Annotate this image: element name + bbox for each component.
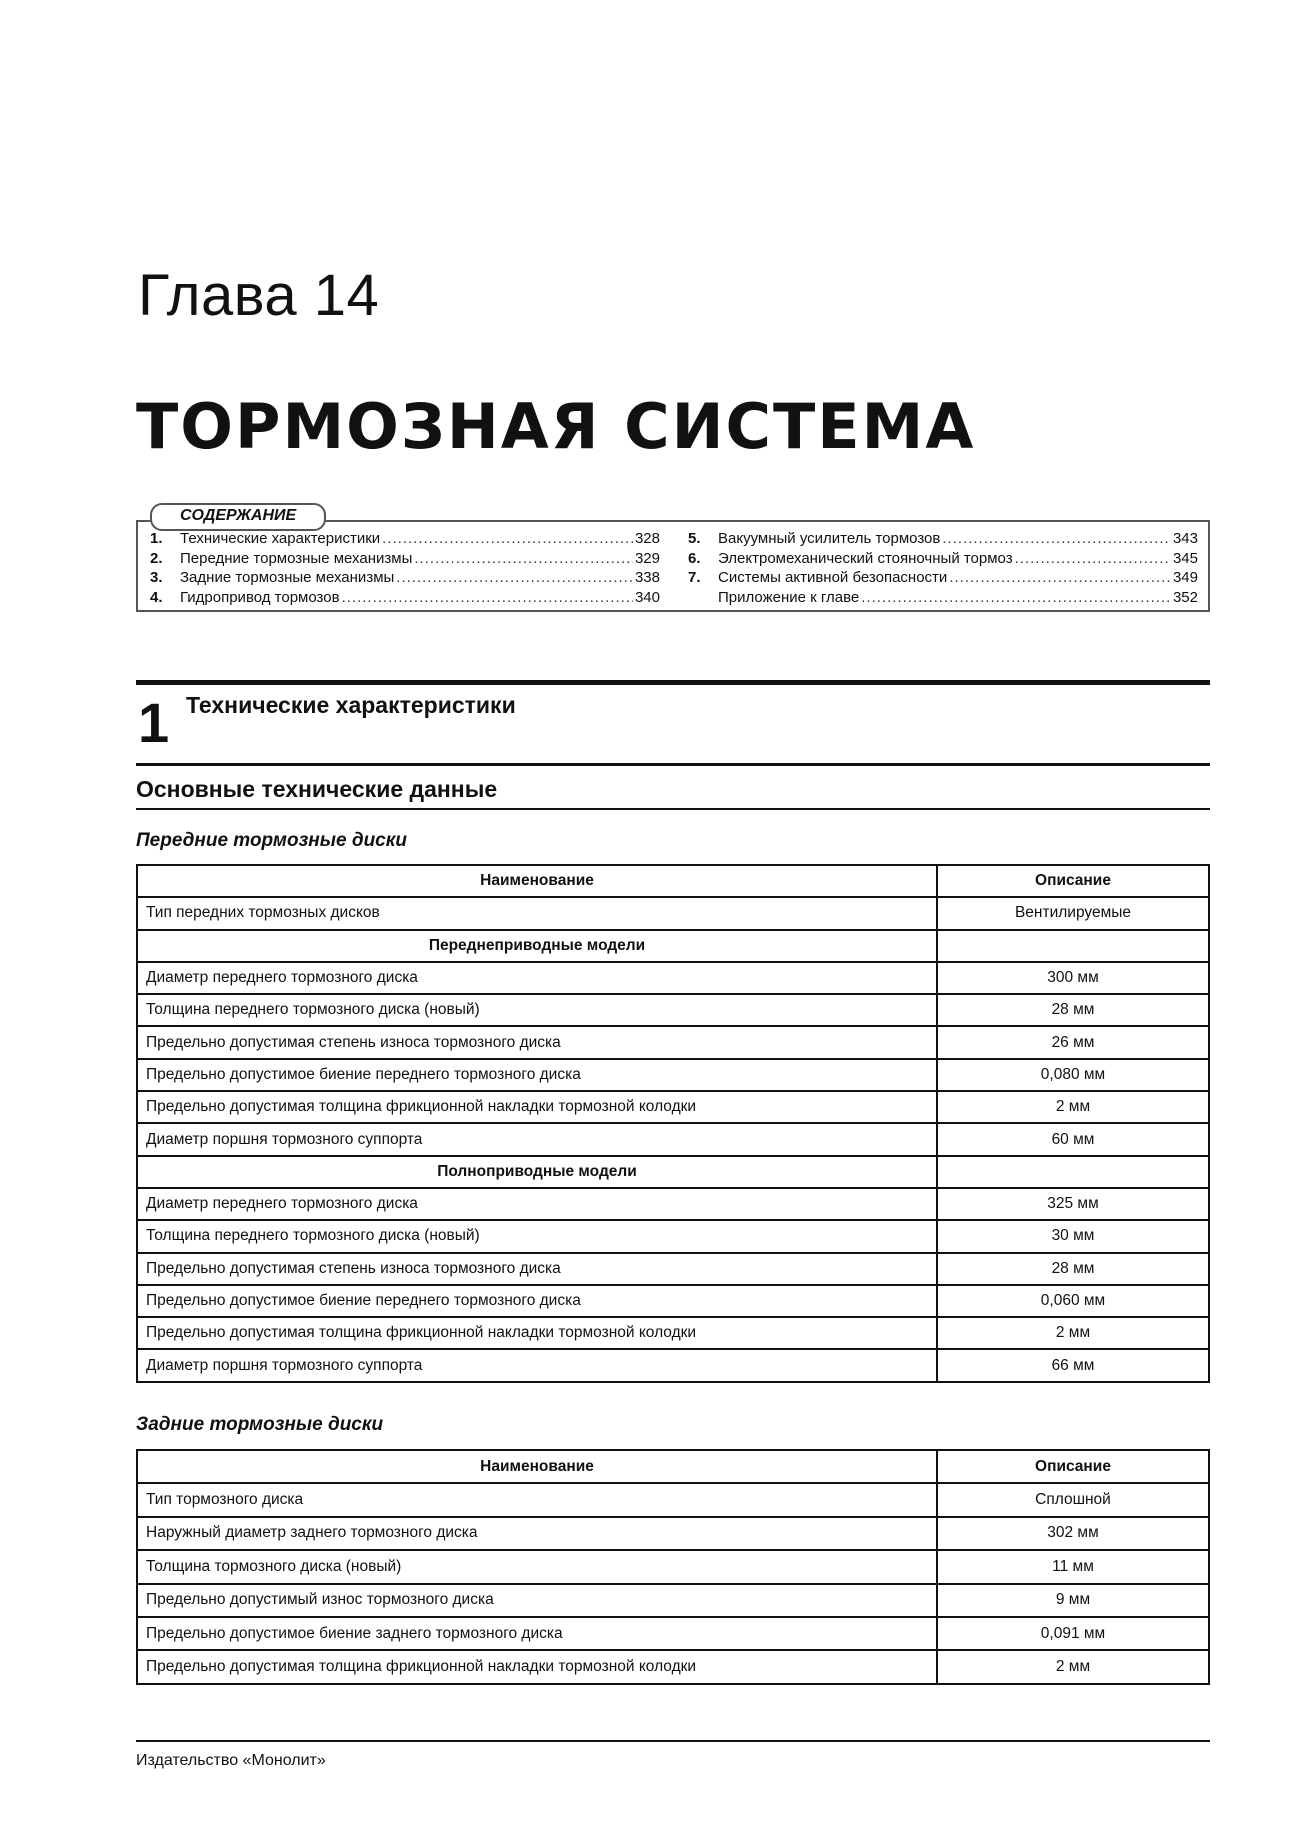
param-name: Толщина переднего тормозного диска (новый) [137,994,937,1026]
toc-item-number: 4. [150,588,163,606]
toc-item-page: 338 [634,569,660,586]
param-value: 26 мм [937,1026,1209,1058]
param-name: Толщина переднего тормозного диска (новый) [137,1220,937,1252]
toc-item-page: 328 [634,530,660,547]
toc-item-leader [942,529,1171,549]
toc-label: СОДЕРЖАНИЕ [150,503,326,531]
param-name: Тип передних тормозных дисков [137,897,937,929]
toc-item-title: Задние тормозные механизмы [180,569,395,586]
table-row [137,897,1209,929]
toc-item-number: 3. [150,569,163,586]
param-value: 11 мм [937,1550,1209,1583]
toc-item-page: 352 [1172,588,1198,606]
front-discs-table [136,864,1210,1383]
param-name: Диаметр переднего тормозного диска [137,1188,937,1220]
table-row [137,1123,1209,1155]
table-row [137,1317,1209,1349]
param-value: 2 мм [937,1650,1209,1683]
section-rule-top [136,680,1210,685]
table-row [137,1188,1209,1220]
table-header-row [137,1450,1209,1483]
table-row [137,1059,1209,1091]
toc-item-leader [861,588,1171,608]
table-row [137,1517,1209,1550]
toc-item [688,529,1198,549]
param-name: Диаметр поршня тормозного суппорта [137,1349,937,1381]
rear-discs-table [136,1449,1210,1685]
toc-item [688,568,1198,588]
toc-item-leader [1015,549,1171,569]
table-row [137,1617,1209,1650]
table-row [137,1550,1209,1583]
empty-cell [937,930,1209,962]
section-rule-bottom [136,763,1210,766]
toc-item-number: 6. [688,549,701,567]
toc-item-number: 7. [688,569,701,586]
param-value: 0,060 мм [937,1285,1209,1317]
toc-item [150,529,660,549]
table-group-row [137,1156,1209,1188]
param-value: 0,080 мм [937,1059,1209,1091]
chapter-label: Глава 14 [138,263,380,328]
param-name: Предельно допустимая степень износа тормозного диска [137,1026,937,1058]
toc-item-leader [414,549,633,569]
toc-item-leader [949,568,1171,588]
section-number: 1 [138,691,170,754]
param-name: Диаметр переднего тормозного диска [137,962,937,994]
param-name: Предельно допустимая толщина фрикционной накладки тормозной колодки [137,1317,937,1349]
toc-item-leader [342,588,633,608]
table-group-row [137,930,1209,962]
param-value: 30 мм [937,1220,1209,1252]
empty-cell [937,1156,1209,1188]
chapter-title: ТОРМОЗНАЯ СИСТЕМА [136,390,976,463]
toc-item [150,588,660,608]
toc-item-page: 340 [634,588,660,606]
param-value: 28 мм [937,1253,1209,1285]
header-description: Описание [937,1450,1209,1483]
param-name: Тип тормозного диска [137,1483,937,1516]
param-name: Предельно допустимое биение переднего тормозного диска [137,1285,937,1317]
toc-item-title: Гидропривод тормозов [180,588,340,606]
toc-item-number: 2. [150,549,163,567]
toc-item-page: 349 [1172,569,1198,586]
table-row [137,1285,1209,1317]
table-row [137,994,1209,1026]
toc-item-number: 5. [688,530,701,547]
toc-item-title: Приложение к главе [718,588,860,606]
header-name: Наименование [137,865,937,897]
param-value: 2 мм [937,1317,1209,1349]
table-row [137,1650,1209,1683]
toc-item [150,568,660,588]
table-row [137,1584,1209,1617]
param-value: 60 мм [937,1123,1209,1155]
toc-item-title: Технические характеристики [180,530,381,547]
param-value: 9 мм [937,1584,1209,1617]
param-name: Предельно допустимое биение заднего тормозного диска [137,1617,937,1650]
toc-item-title: Вакуумный усилитель тормозов [718,530,941,547]
param-value: Вентилируемые [937,897,1209,929]
header-name: Наименование [137,1450,937,1483]
table-row [137,1349,1209,1381]
param-name: Предельно допустимая толщина фрикционной накладки тормозной колодки [137,1091,937,1123]
toc-item [150,549,660,569]
toc-item [688,588,1198,608]
param-value: 0,091 мм [937,1617,1209,1650]
section-title: Технические характеристики [186,692,516,718]
toc-item-number: 1. [150,530,163,547]
param-value: Сплошной [937,1483,1209,1516]
table-row [137,962,1209,994]
param-name: Предельно допустимая степень износа тормозного диска [137,1253,937,1285]
group-label: Переднеприводные модели [137,930,937,962]
param-value: 302 мм [937,1517,1209,1550]
param-value: 66 мм [937,1349,1209,1381]
toc-item-leader [396,568,633,588]
footer-publisher: Издательство «Монолит» [136,1752,326,1769]
param-name: Диаметр поршня тормозного суппорта [137,1123,937,1155]
table-row [137,1253,1209,1285]
toc-item-title: Системы активной безопасности [718,569,948,586]
toc-item-page: 345 [1172,549,1198,567]
subsection-rule [136,808,1210,810]
toc-column-right [688,529,1198,607]
param-name: Наружный диаметр заднего тормозного диска [137,1517,937,1550]
table-row [137,1220,1209,1252]
param-value: 28 мм [937,994,1209,1026]
table-row [137,1483,1209,1516]
table-row [137,1026,1209,1058]
param-name: Толщина тормозного диска (новый) [137,1550,937,1583]
param-value: 300 мм [937,962,1209,994]
param-name: Предельно допустимый износ тормозного диска [137,1584,937,1617]
toc-item-page: 329 [634,549,660,567]
param-name: Предельно допустимое биение переднего тормозного диска [137,1059,937,1091]
footer-rule [136,1740,1210,1742]
toc-item [688,549,1198,569]
param-value: 325 мм [937,1188,1209,1220]
toc-item-page: 343 [1172,530,1198,547]
header-description: Описание [937,865,1209,897]
toc-item-title: Электромеханический стояночный тормоз [718,549,1013,567]
toc-item-leader [382,529,633,549]
subsection-title: Основные технические данные [136,776,498,802]
param-name: Предельно допустимая толщина фрикционной накладки тормозной колодки [137,1650,937,1683]
table-row [137,1091,1209,1123]
table-header-row [137,865,1209,897]
toc-column-left [150,529,660,607]
param-value: 2 мм [937,1091,1209,1123]
front-table-caption: Передние тормозные диски [136,830,407,851]
rear-table-caption: Задние тормозные диски [136,1414,384,1435]
toc-item-title: Передние тормозные механизмы [180,549,413,567]
group-label: Полноприводные модели [137,1156,937,1188]
